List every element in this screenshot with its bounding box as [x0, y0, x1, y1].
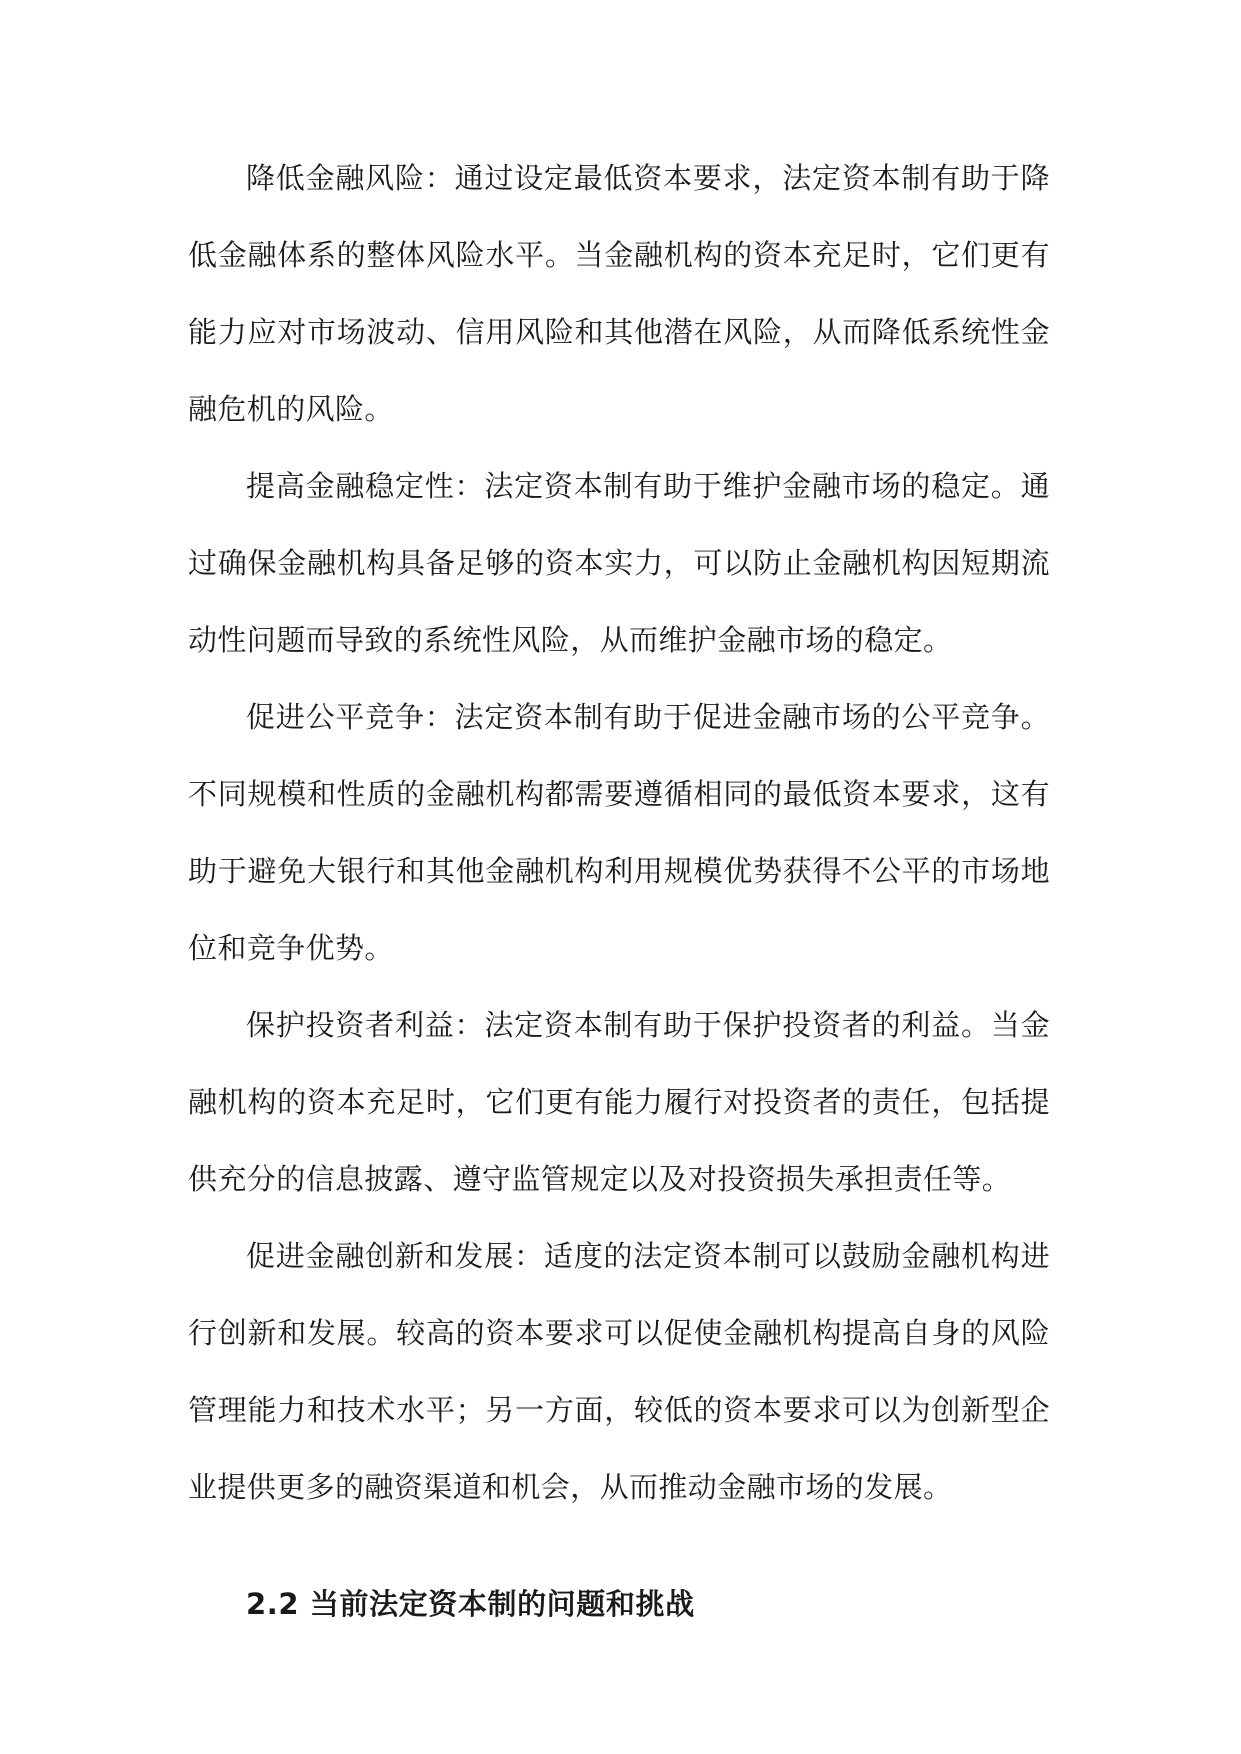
- paragraph-protect-investors: 保护投资者利益：法定资本制有助于保护投资者的利益。当金融机构的资本充足时，它们更有能力履行对投资者的责任，包括提供充分的信息披露、遵守监管规定以及对投资损失承担责任等。: [188, 1008, 1050, 1196]
- paragraph-promote-fair-competition: 促进公平竞争：法定资本制有助于促进金融市场的公平竞争。不同规模和性质的金融机构都需要遵循相同的最低资本要求，这有助于避免大银行和其他金融机构利用规模优势获得不公平的市场地位和竞争优势。: [188, 700, 1050, 965]
- paragraph-promote-innovation: 促进金融创新和发展：适度的法定资本制可以鼓励金融机构进行创新和发展。较高的资本要求可以促使金融机构提高自身的风险管理能力和技术水平；另一方面，较低的资本要求可以为创新型企业提供更多的融资渠道和机会，从而推动金融市场的发展。: [188, 1239, 1050, 1504]
- document-body: [188, 140, 1050, 1643]
- section-heading: 2.2 当前法定资本制的问题和挑战: [246, 1587, 695, 1621]
- paragraph-reduce-financial-risk: 降低金融风险：通过设定最低资本要求，法定资本制有助于降低金融体系的整体风险水平。当金融机构的资本充足时，它们更有能力应对市场波动、信用风险和其他潜在风险，从而降低系统性金融危机的风险。: [188, 161, 1050, 426]
- paragraph-improve-financial-stability: 提高金融稳定性：法定资本制有助于维护金融市场的稳定。通过确保金融机构具备足够的资本实力，可以防止金融机构因短期流动性问题而导致的系统性风险，从而维护金融市场的稳定。: [188, 469, 1050, 657]
